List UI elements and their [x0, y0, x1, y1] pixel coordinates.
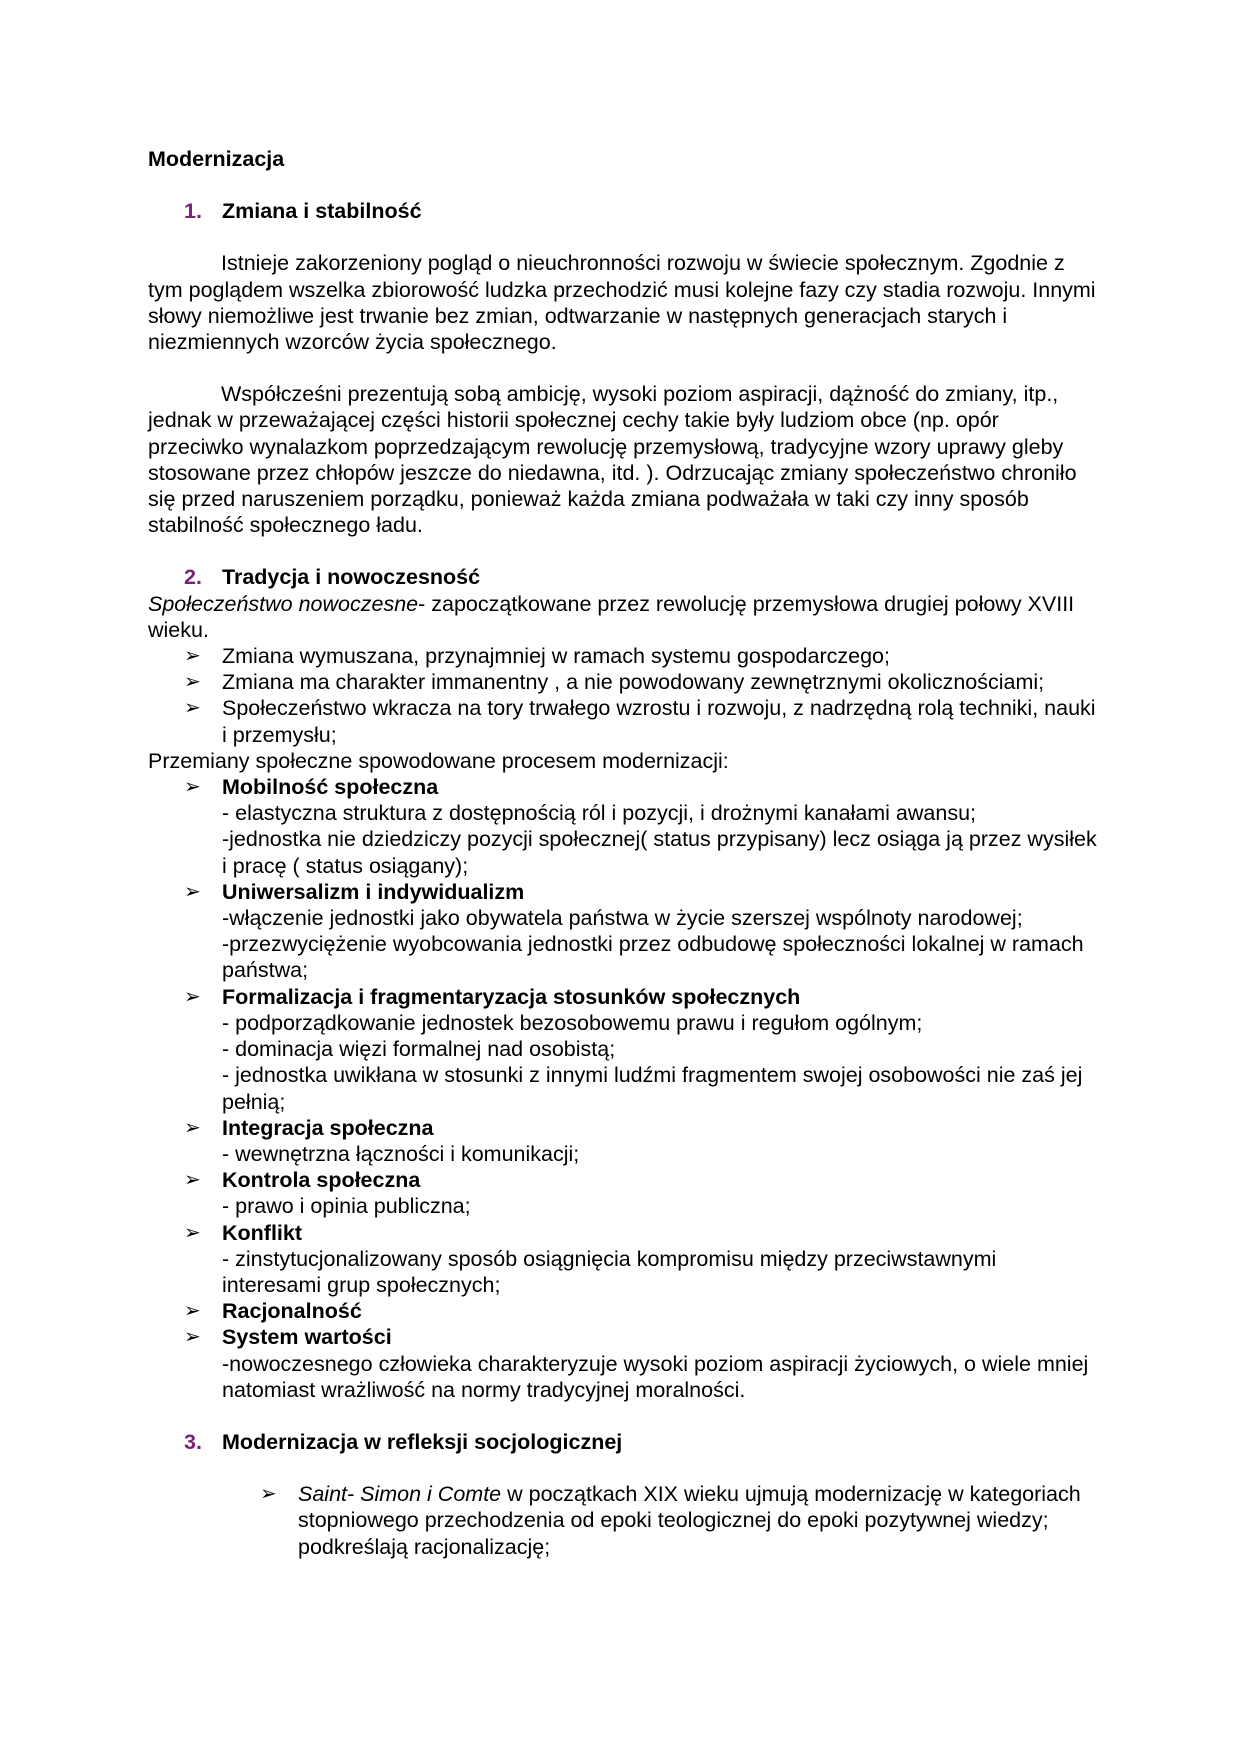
section-title: Zmiana i stabilność	[222, 199, 422, 224]
list-item-text: Społeczeństwo wkracza na tory trwałego wzrostu i rozwoju, z nadrzędną rolą techniki, nauki i przemysłu;	[222, 696, 1096, 747]
section-number: 1.	[184, 199, 202, 224]
item-heading: Uniwersalizm i indywidualizm	[222, 879, 525, 904]
item-line: -jednostka nie dziedziczy pozycji społecznej( status przypisany) lecz osiąga ją przez wysiłek i pracę ( status osiągany);	[222, 827, 1097, 878]
list-item-text: Zmiana ma charakter immanentny , a nie powodowany zewnętrznymi okolicznościami;	[222, 670, 1045, 695]
section-number: 3.	[184, 1429, 202, 1454]
item-text: w początkach XIX wieku ujmują modernizację w kategoriach stopniowego przechodzenia od epoki teologicznej do epoki pozytywnej wiedzy; podkreślają racjonalizację;	[298, 1482, 1081, 1559]
section-2-intro	[148, 591, 1098, 643]
arrow-bullet-icon: ➢	[184, 880, 201, 903]
list-item	[148, 643, 1098, 669]
arrow-bullet-icon: ➢	[184, 1300, 201, 1323]
list-item	[148, 879, 1098, 984]
item-heading: Kontrola społeczna	[222, 1168, 421, 1193]
arrow-bullet-icon: ➢	[184, 776, 201, 799]
section-1-heading	[148, 198, 1098, 224]
item-line: - wewnętrzna łączności i komunikacji;	[222, 1141, 580, 1166]
item-line: - podporządkowanie jednostek bezosobowemu prawu i regułom ogólnym;	[222, 1010, 923, 1035]
intro-text: - zapoczątkowane przez rewolucję przemysłowa drugiej połowy XVIII wieku.	[148, 591, 1075, 642]
modernization-items	[148, 774, 1098, 1403]
list-item	[148, 984, 1098, 1115]
item-line: - zinstytucjonalizowany sposób osiągnięcia kompromisu między przeciwstawnymi interesami grup społecznych;	[222, 1246, 997, 1297]
item-line: - jednostka uwikłana w stosunki z innymi ludźmi fragmentem swojej osobowości nie zaś jej pełnią;	[222, 1063, 1083, 1114]
section-2-heading	[148, 564, 1098, 590]
list-item-text	[298, 1481, 1098, 1560]
przemiany-label: Przemiany społeczne spowodowane procesem modernizacji:	[148, 748, 729, 773]
arrow-bullet-icon: ➢	[260, 1483, 277, 1506]
item-term: Saint- Simon i Comte	[298, 1482, 502, 1507]
list-item	[148, 1481, 1098, 1560]
section-title: Tradycja i nowoczesność	[222, 565, 481, 590]
item-line: -włączenie jednostki jako obywatela państwa w życie szerszej wspólnoty narodowej;	[222, 906, 1023, 931]
section-title: Modernizacja w refleksji socjologicznej	[222, 1429, 623, 1454]
item-heading: Racjonalność	[222, 1299, 362, 1324]
item-line: - prawo i opinia publiczna;	[222, 1194, 471, 1219]
list-item	[148, 695, 1098, 747]
item-heading: Konflikt	[222, 1220, 303, 1245]
arrow-bullet-icon: ➢	[184, 645, 201, 668]
item-heading: Integracja społeczna	[222, 1115, 434, 1140]
item-line: - elastyczna struktura z dostępnością ról i pozycji, i drożnymi kanałami awansu;	[222, 801, 977, 826]
arrow-bullet-icon: ➢	[184, 697, 201, 720]
list-item	[148, 1324, 1098, 1403]
item-heading: Mobilność społeczna	[222, 775, 439, 800]
item-line: -przezwyciężenie wyobcowania jednostki przez odbudowę społeczności lokalnej w ramach państwa;	[222, 932, 1084, 983]
list-item	[148, 1220, 1098, 1299]
item-heading: Formalizacja i fragmentaryzacja stosunków społecznych	[222, 984, 801, 1009]
arrow-bullet-icon: ➢	[184, 1116, 201, 1139]
item-line: - dominacja więzi formalnej nad osobistą;	[222, 1037, 616, 1062]
item-line: -nowoczesnego człowieka charakteryzuje wysoki poziom aspiracji życiowych, o wiele mniej natomiast wrażliwość na normy tradycyjnej moralności.	[222, 1351, 1089, 1402]
list-item-text: Zmiana wymuszana, przynajmniej w ramach systemu gospodarczego;	[222, 644, 890, 669]
arrow-bullet-icon: ➢	[184, 985, 201, 1008]
list-item	[148, 1115, 1098, 1167]
intro-term: Społeczeństwo nowoczesne	[148, 591, 419, 616]
list-item	[148, 774, 1098, 879]
arrow-bullet-icon: ➢	[184, 1326, 201, 1349]
section-number: 2.	[184, 565, 202, 590]
section-3-list	[148, 1481, 1098, 1560]
list-item	[148, 1167, 1098, 1219]
section-3-heading	[148, 1429, 1098, 1455]
list-item	[148, 669, 1098, 695]
arrow-bullet-icon: ➢	[184, 1169, 201, 1192]
paragraph: Współcześni prezentują sobą ambicję, wysoki poziom aspiracji, dążność do zmiany, itp., jednak w przeważającej części historii społecznej cechy takie były ludziom obce (np. opór przeciwko wynalazkom poprzedzającym rewolucję przemysłową, tradycyjne wzory uprawy gleby stosowane przez chłopów jeszcze do niedawna, itd. ). Odrzucając zmiany społeczeństwo chroniło się przed naruszeniem porządku, ponieważ każda zmiana podważała w taki czy inny sposób stabilność społecznego ładu.	[148, 382, 1077, 538]
arrow-bullet-icon: ➢	[184, 671, 201, 694]
document-page	[148, 146, 1098, 1560]
paragraph: Istnieje zakorzeniony pogląd o nieuchronności rozwoju w świecie społecznym. Zgodnie z tym poglądem wszelka zbiorowość ludzka przechodzić musi kolejne fazy czy stadia rozwoju. Innymi słowy niemożliwe jest trwanie bez zmian, odtwarzanie w następnych generacjach starych i niezmiennych wzorców życia społecznego.	[148, 251, 1096, 355]
list-item	[148, 1298, 1098, 1324]
arrow-bullet-icon: ➢	[184, 1221, 201, 1244]
document-title: Modernizacja	[148, 147, 285, 171]
item-heading: System wartości	[222, 1325, 392, 1350]
bullet-list	[148, 643, 1098, 748]
